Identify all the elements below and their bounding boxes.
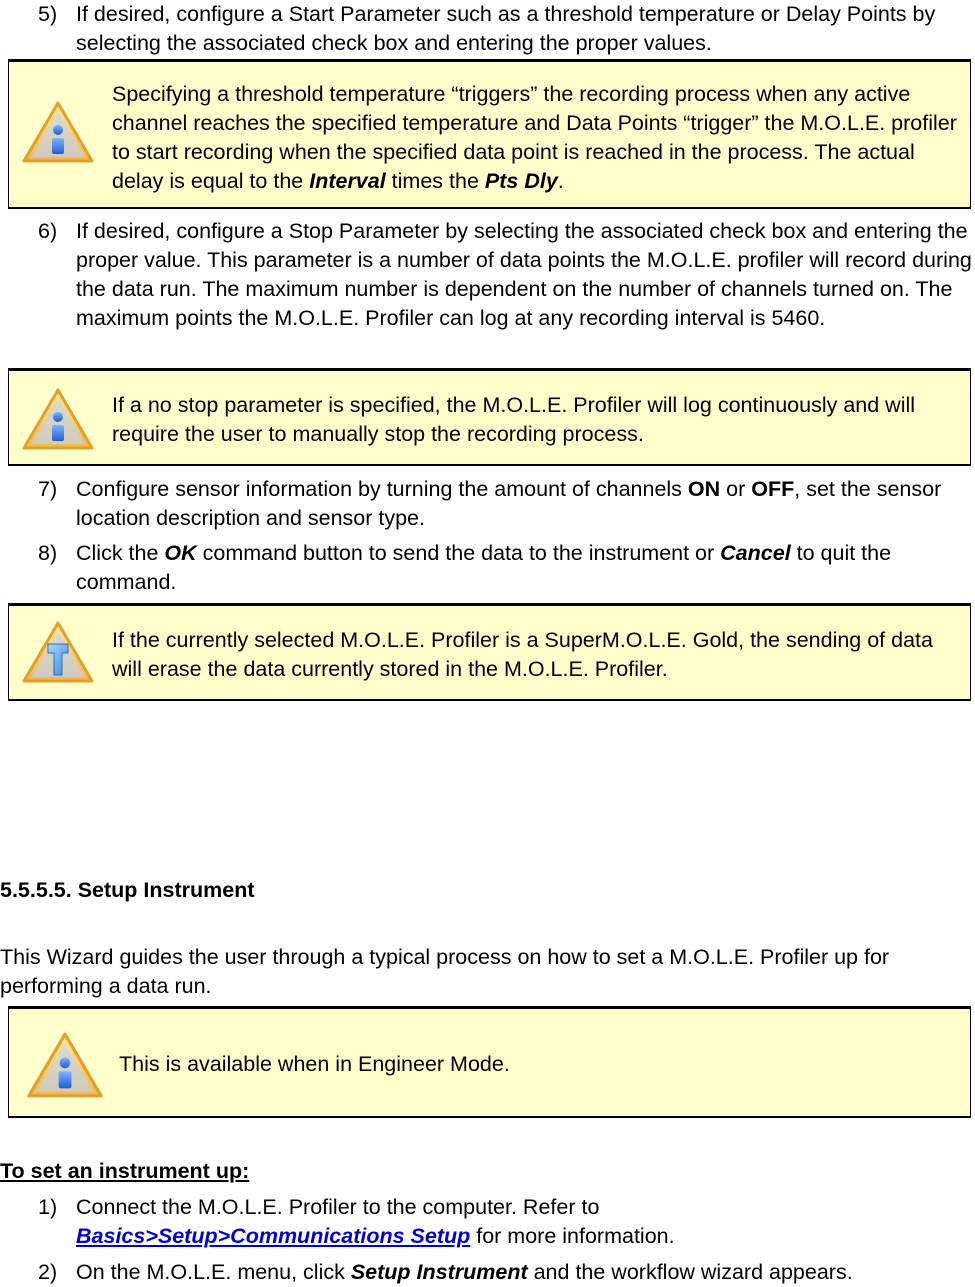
step-text: If desired, configure a Start Parameter such as a threshold temperature or Delay Points by selecting the associated check box and entering the proper values. bbox=[76, 2, 936, 55]
step-7 bbox=[0, 475, 975, 533]
note-text: If a no stop parameter is specified, the M.O.L.E. Profiler will log continuously and will require the user to manually stop the recording process. bbox=[112, 393, 916, 446]
section-intro: This Wizard guides the user through a typical process on how to set a M.O.L.E. Profiler up for performing a data run. bbox=[0, 945, 890, 998]
off-term: OFF bbox=[751, 477, 795, 501]
step-text-part: command button to send the data to the instrument or bbox=[196, 541, 721, 565]
info-icon bbox=[21, 100, 95, 164]
note-box bbox=[8, 1006, 971, 1118]
step-number: 2) bbox=[38, 1260, 58, 1284]
step-text-part: Configure sensor information by turning the amount of channels bbox=[76, 477, 688, 501]
step-text-part: Click the bbox=[76, 541, 165, 565]
step-text bbox=[76, 1258, 975, 1287]
step-1 bbox=[0, 1193, 975, 1251]
interval-term: Interval bbox=[309, 169, 386, 193]
note-text-part: . bbox=[557, 169, 564, 193]
communications-setup-link[interactable]: Basics>Setup>Communications Setup bbox=[76, 1224, 471, 1248]
note-box bbox=[8, 368, 971, 466]
step-text bbox=[76, 1193, 716, 1251]
step-text-part: for more information. bbox=[470, 1224, 675, 1248]
setup-instrument-term: Setup Instrument bbox=[350, 1260, 528, 1284]
step-text bbox=[76, 475, 975, 533]
step-2 bbox=[0, 1258, 975, 1287]
step-text-part: and the workflow wizard appears. bbox=[527, 1260, 853, 1284]
step-text-part: or bbox=[720, 477, 752, 501]
step-text-part: to quit the command. bbox=[76, 541, 892, 594]
step-number: 1) bbox=[38, 1195, 58, 1219]
note-text: If the currently selected M.O.L.E. Profiler is a SuperM.O.L.E. Gold, the sending of data will erase the data currently stored in the M.O.L.E. Profiler. bbox=[112, 628, 933, 681]
step-text bbox=[76, 539, 975, 597]
info-icon bbox=[21, 387, 95, 451]
ok-term: OK bbox=[164, 541, 197, 565]
note-text-part: Specifying a threshold temperature “triggers” the recording process when any active channel reaches the specified temperature and Data Points “trigger” the M.O.L.E. profiler to start recording when the specified data point is reached in the process. The actual delay is equal to the bbox=[112, 82, 957, 193]
on-term: ON bbox=[687, 477, 721, 501]
step-text-part: On the M.O.L.E. menu, click bbox=[76, 1260, 351, 1284]
step-text-part: , set the sensor location description and sensor type. bbox=[76, 477, 942, 530]
note-box bbox=[8, 603, 971, 701]
step-number: 7) bbox=[38, 477, 58, 501]
note-text-part: times the bbox=[385, 169, 485, 193]
note-text: This is available when in Engineer Mode. bbox=[119, 1052, 510, 1076]
cancel-term: Cancel bbox=[720, 541, 791, 565]
step-6 bbox=[0, 217, 975, 333]
step-number: 6) bbox=[38, 219, 58, 243]
step-text: If desired, configure a Stop Parameter by selecting the associated check box and entering the proper value. This parameter is a number of data points the M.O.L.E. profiler will record during the data run. The maximum number is dependent on the number of channels turned on. The maximum points the M.O.L.E. Profiler can log at any recording interval is 5460. bbox=[76, 219, 972, 330]
step-text-part: Connect the M.O.L.E. Profiler to the computer. Refer to bbox=[76, 1195, 600, 1219]
step-number: 5) bbox=[38, 2, 58, 26]
step-number: 8) bbox=[38, 541, 58, 565]
note-text bbox=[112, 80, 966, 196]
step-5 bbox=[0, 0, 975, 58]
step-8 bbox=[0, 539, 975, 597]
procedure-heading: To set an instrument up: bbox=[0, 1159, 250, 1183]
note-box bbox=[8, 59, 971, 209]
tool-icon bbox=[21, 620, 95, 684]
info-icon bbox=[25, 1031, 105, 1099]
pts-dly-term: Pts Dly bbox=[484, 169, 558, 193]
section-heading: 5.5.5.5. Setup Instrument bbox=[0, 878, 255, 902]
